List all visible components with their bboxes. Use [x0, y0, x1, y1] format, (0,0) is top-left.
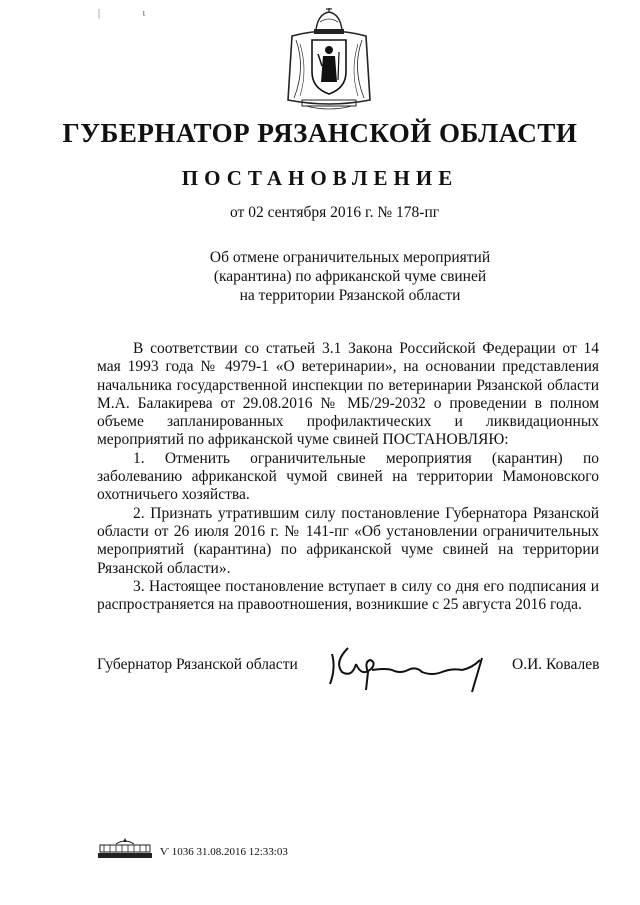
- scan-marks: | ι: [98, 8, 166, 19]
- date-and-number: от 02 сентября 2016 г. № 178-пг: [230, 204, 440, 221]
- subject-line-3: на территории Рязанской области: [239, 287, 461, 304]
- item-1-paragraph: 1. Отменить ограничительные мероприятия (карантин) по заболеванию африканской чумой свиней на территории Мамоновского охотничьего хозяйства.: [97, 449, 599, 504]
- building-logo-icon: [96, 836, 154, 862]
- item-3-paragraph: 3. Настоящее постановление вступает в силу со дня его подписания и распространяется на правоотношения, возникшие с 25 августа 2016 года.: [97, 577, 599, 614]
- item-2-paragraph: 2. Признать утратившим силу постановление Губернатора Рязанской области от 26 июля 2016 г. № 141-пг «Об установлении ограничительных мероприятий (карантина) по африканской чуме свиней на территории Рязанской области».: [97, 504, 599, 577]
- registration-text: 1036 31.08.2016 12:33:03: [171, 846, 288, 858]
- registration-mark-icon: Ѵ: [160, 846, 172, 858]
- coat-of-arms-icon: [286, 8, 372, 112]
- preamble-paragraph: В соответствии со статьей 3.1 Закона Российской Федерации от 14 мая 1993 года № 4979-1 «О ветеринарии», на основании представления начальника государственной инспекции по ветеринарии Рязанской области М.А. Балакирева от 29.08.2016 № МБ/29-2032 о проведении в полном объеме запланированных профилактических и ликвидационных мероприятий по африканской чуме свиней ПОСТАНОВЛЯЮ:: [97, 340, 599, 449]
- signer-position: Губернатор Рязанской области: [97, 656, 298, 673]
- subject-line-1: Об отмене ограничительных мероприятий: [209, 249, 491, 266]
- document-type-title: ПОСТАНОВЛЕНИЕ: [181, 166, 459, 190]
- registration-stamp: [160, 846, 288, 858]
- subject-line-2: (карантина) по африканской чуме свиней: [213, 268, 487, 285]
- decree-subject: [190, 248, 510, 305]
- signer-name: О.И. Ковалев: [512, 656, 600, 673]
- handwritten-signature-icon: [322, 638, 502, 694]
- decree-body: [97, 340, 599, 614]
- authority-title: ГУБЕРНАТОР РЯЗАНСКОЙ ОБЛАСТИ: [62, 118, 578, 148]
